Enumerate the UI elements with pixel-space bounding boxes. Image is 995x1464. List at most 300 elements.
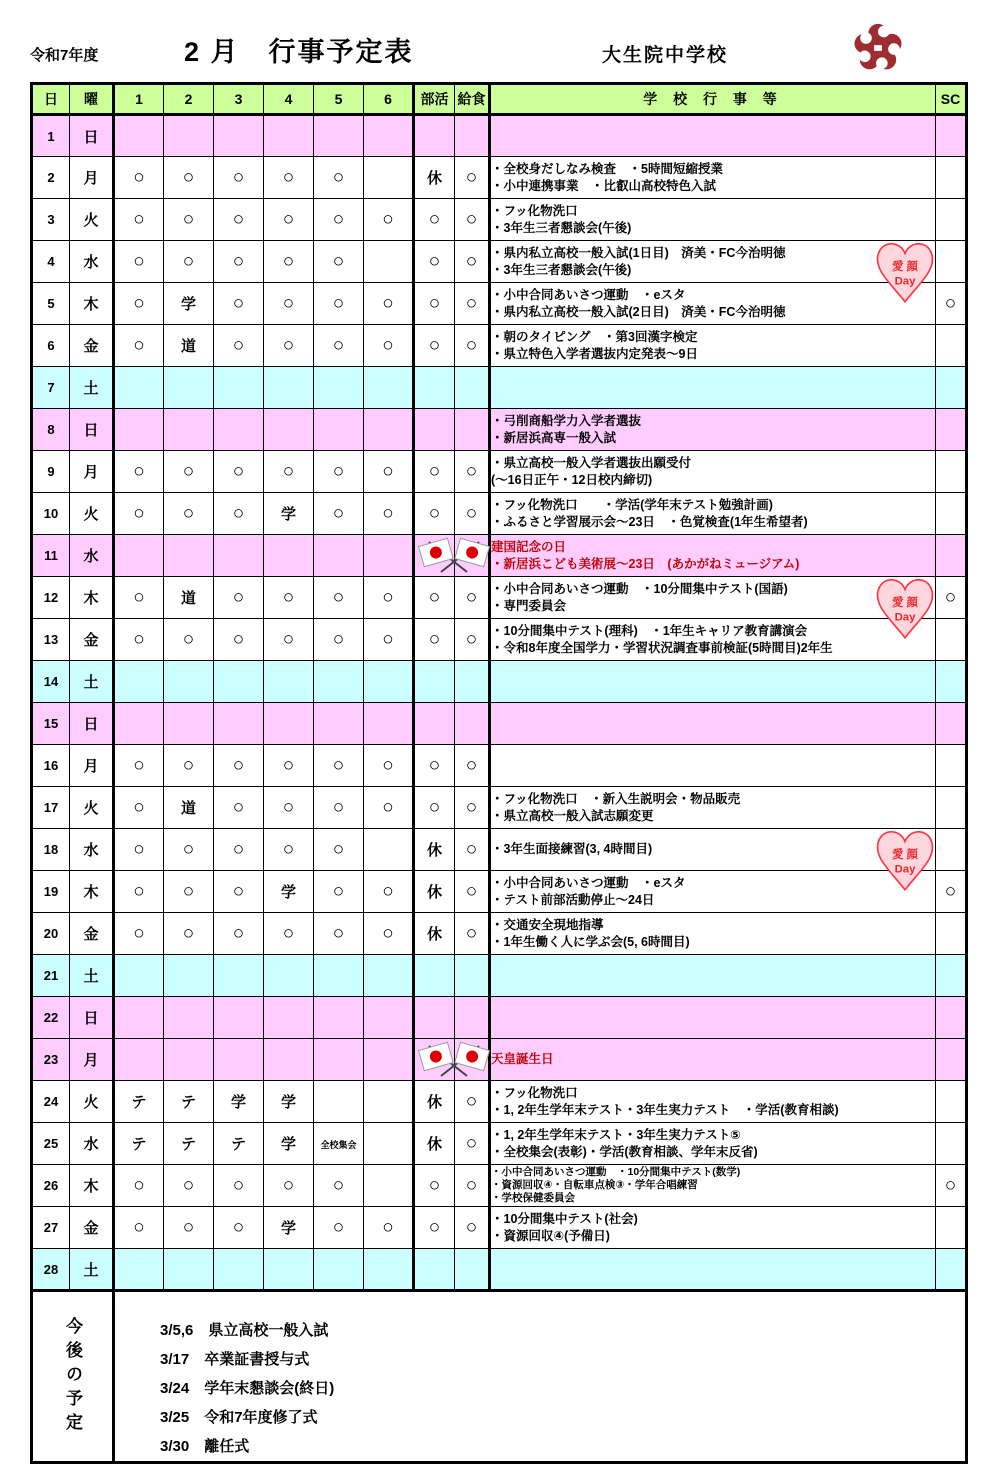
- day-number: 3: [32, 199, 70, 241]
- period-5-cell: [314, 997, 364, 1039]
- period-1-cell: [114, 367, 164, 409]
- period-3-cell: [214, 955, 264, 997]
- events-cell: [490, 367, 936, 409]
- period-6-cell: [364, 115, 414, 157]
- period-1-cell: [114, 997, 164, 1039]
- club-cell: [414, 1165, 455, 1207]
- period-6-cell: [364, 661, 414, 703]
- event-line: ・弓削商船学力入学者選抜: [491, 414, 642, 428]
- event-line: ・新居浜高専一般入試: [491, 430, 617, 445]
- circle-mark: ○: [182, 1216, 195, 1238]
- calendar-row-day-1: [32, 115, 967, 157]
- cell-mark: 学: [280, 1094, 296, 1111]
- svg-text:Day: Day: [894, 275, 916, 288]
- period-4-cell: [264, 661, 314, 703]
- period-6-cell: [364, 829, 414, 871]
- weekday-label: 木: [70, 871, 114, 913]
- events-cell: [490, 913, 936, 955]
- sc-cell: [936, 157, 967, 199]
- period-1-cell: [114, 703, 164, 745]
- circle-mark: ○: [465, 880, 478, 902]
- sc-cell: [936, 913, 967, 955]
- future-schedule-items: [115, 1292, 965, 1461]
- calendar-row-day-22: [32, 997, 967, 1039]
- event-line: ・3年生三者懇談会(午後): [491, 262, 632, 277]
- lunch-cell: [455, 1081, 490, 1123]
- day-number: 12: [32, 577, 70, 619]
- period-2-cell: [164, 1081, 214, 1123]
- club-cell: [414, 325, 455, 367]
- cell-mark: 休: [426, 1094, 442, 1111]
- circle-mark: ○: [133, 166, 145, 188]
- circle-mark: ○: [182, 754, 195, 776]
- svg-text:愛 顔: 愛 顔: [892, 848, 918, 861]
- period-5-cell: [314, 493, 364, 535]
- circle-mark: ○: [332, 880, 345, 902]
- club-cell: [414, 409, 455, 451]
- circle-mark: ○: [182, 880, 195, 902]
- calendar-row-day-25: [32, 1123, 967, 1165]
- club-cell: [414, 661, 455, 703]
- period-1-cell: [114, 745, 164, 787]
- club-cell: [414, 115, 455, 157]
- club-cell: [414, 1039, 455, 1081]
- period-6-cell: [364, 493, 414, 535]
- event-line: ・小中合同あいさつ運動 ・eスタ: [491, 876, 686, 890]
- event-line: ・テスト前部活動停止〜24日: [491, 892, 655, 907]
- cell-mark: 休: [426, 842, 442, 859]
- calendar-row-day-19: [32, 871, 967, 913]
- header-period-4: 4: [264, 84, 314, 115]
- events-cell: [490, 577, 936, 624]
- period-1-cell: [114, 829, 164, 871]
- events-cell: [490, 1165, 936, 1207]
- circle-mark: ○: [282, 1174, 295, 1196]
- circle-mark: ○: [428, 1216, 441, 1238]
- period-4-cell: [264, 199, 314, 241]
- circle-mark: ○: [182, 166, 195, 188]
- aigan-day-heart-badge: [873, 237, 937, 309]
- lunch-cell: [455, 1165, 490, 1207]
- events-cell: [490, 829, 936, 876]
- circle-mark: ○: [282, 250, 295, 272]
- circle-mark: ○: [282, 586, 295, 608]
- period-2-cell: [164, 199, 214, 241]
- future-schedule-row: [32, 1291, 967, 1463]
- circle-mark: ○: [282, 754, 295, 776]
- period-6-cell: [364, 1165, 414, 1207]
- circle-mark: ○: [382, 460, 394, 482]
- future-schedule-item: 3/17 卒業証書授与式: [160, 1351, 310, 1368]
- circle-mark: ○: [428, 250, 441, 272]
- circle-mark: ○: [332, 1216, 345, 1238]
- period-6-cell: [364, 1207, 414, 1249]
- day-number: 10: [32, 493, 70, 535]
- period-3-cell: [214, 619, 264, 661]
- school-logo-icon: [849, 19, 907, 77]
- event-line: ・朝のタイピング ・第3回漢字検定: [491, 330, 698, 344]
- day-number: 26: [32, 1165, 70, 1207]
- period-3-cell: [214, 577, 264, 619]
- period-5-cell: [314, 241, 364, 283]
- period-1-cell: [114, 157, 164, 199]
- circle-mark: ○: [232, 460, 245, 482]
- crossed-flags-icon: [416, 1041, 492, 1079]
- header-lunch: 給食: [455, 84, 490, 115]
- weekday-label: 日: [70, 997, 114, 1039]
- event-line: ・県立高校一般入試志願変更: [491, 808, 654, 823]
- calendar-row-day-23: [32, 1039, 967, 1081]
- day-number: 1: [32, 115, 70, 157]
- circle-mark: ○: [944, 292, 957, 314]
- period-6-cell: [364, 745, 414, 787]
- circle-mark: ○: [428, 460, 441, 482]
- day-number: 11: [32, 535, 70, 577]
- event-line: ・令和8年度全国学力・学習状況調査事前検証(5時間目)2年生: [491, 640, 833, 655]
- lunch-cell: [455, 703, 490, 745]
- circle-mark: ○: [133, 922, 145, 944]
- period-5-cell: [314, 619, 364, 661]
- day-number: 7: [32, 367, 70, 409]
- club-cell: [414, 745, 455, 787]
- event-line: ・県内私立高校一般入試(2日目) 済美・FC今治明徳: [491, 304, 786, 319]
- club-cell: [414, 1249, 455, 1291]
- lunch-cell: [455, 829, 490, 871]
- period-5-cell: [314, 955, 364, 997]
- period-3-cell: [214, 997, 264, 1039]
- period-2-cell: [164, 241, 214, 283]
- cell-mark: 学: [180, 296, 196, 313]
- circle-mark: ○: [465, 460, 478, 482]
- circle-mark: ○: [182, 1174, 195, 1196]
- events-cell: [490, 1249, 936, 1291]
- day-number: 21: [32, 955, 70, 997]
- period-3-cell: [214, 703, 264, 745]
- period-2-cell: [164, 283, 214, 325]
- period-1-cell: [114, 1249, 164, 1291]
- events-cell: [490, 955, 936, 997]
- circle-mark: ○: [232, 922, 245, 944]
- period-6-cell: [364, 913, 414, 955]
- cell-mark: 道: [180, 590, 196, 607]
- period-4-cell: [264, 1039, 314, 1081]
- event-line: ・全校集会(表彰)・学活(教育相談、学年末反省): [491, 1144, 758, 1159]
- lunch-cell: [455, 451, 490, 493]
- weekday-label: 金: [70, 913, 114, 955]
- day-number: 18: [32, 829, 70, 871]
- period-3-cell: [214, 283, 264, 325]
- circle-mark: ○: [465, 208, 478, 230]
- period-4-cell: [264, 493, 314, 535]
- calendar-row-day-7: [32, 367, 967, 409]
- period-4-cell: [264, 703, 314, 745]
- circle-mark: ○: [465, 586, 478, 608]
- weekday-label: 土: [70, 1249, 114, 1291]
- circle-mark: ○: [282, 292, 295, 314]
- period-3-cell: [214, 661, 264, 703]
- period-2-cell: [164, 619, 214, 661]
- sc-cell: [936, 871, 967, 913]
- period-4-cell: [264, 1081, 314, 1123]
- calendar-row-day-6: [32, 325, 967, 367]
- circle-mark: ○: [428, 796, 441, 818]
- period-4-cell: [264, 913, 314, 955]
- circle-mark: ○: [133, 250, 145, 272]
- period-5-cell: [314, 283, 364, 325]
- event-line: ・新居浜こども美術展〜23日 (あかがねミュージアム): [491, 556, 800, 571]
- period-2-cell: [164, 913, 214, 955]
- period-4-cell: [264, 283, 314, 325]
- header-events: 学 校 行 事 等: [490, 84, 936, 115]
- period-6-cell: [364, 1123, 414, 1165]
- period-6-cell: [364, 997, 414, 1039]
- period-5-cell: [314, 1123, 364, 1165]
- period-3-cell: [214, 1165, 264, 1207]
- circle-mark: ○: [332, 460, 345, 482]
- period-4-cell: [264, 367, 314, 409]
- circle-mark: ○: [465, 838, 478, 860]
- period-6-cell: [364, 1039, 414, 1081]
- period-6-cell: [364, 451, 414, 493]
- event-line: ・専門委員会: [491, 598, 567, 613]
- period-5-cell: [314, 871, 364, 913]
- sc-cell: [936, 577, 967, 619]
- calendar-row-day-20: [32, 913, 967, 955]
- header-sc: SC: [936, 84, 967, 115]
- header-club: 部活: [414, 84, 455, 115]
- cell-mark: 学: [280, 506, 296, 523]
- period-2-cell: [164, 997, 214, 1039]
- circle-mark: ○: [465, 796, 478, 818]
- circle-mark: ○: [465, 1132, 478, 1154]
- day-number: 22: [32, 997, 70, 1039]
- club-cell: [414, 283, 455, 325]
- circle-mark: ○: [382, 292, 394, 314]
- sc-cell: [936, 535, 967, 577]
- day-number: 8: [32, 409, 70, 451]
- sc-cell: [936, 703, 967, 745]
- circle-mark: ○: [282, 796, 295, 818]
- circle-mark: ○: [465, 628, 478, 650]
- circle-mark: ○: [332, 334, 345, 356]
- period-5-cell: [314, 661, 364, 703]
- header-weekday: 曜: [70, 84, 114, 115]
- svg-text:Day: Day: [894, 863, 916, 876]
- circle-mark: ○: [232, 796, 245, 818]
- event-line: ・3年生面接練習(3, 4時間目): [491, 842, 653, 857]
- sc-cell: [936, 1165, 967, 1207]
- day-number: 2: [32, 157, 70, 199]
- club-cell: [414, 619, 455, 661]
- sc-cell: [936, 997, 967, 1039]
- period-2-cell: [164, 1039, 214, 1081]
- circle-mark: ○: [428, 586, 441, 608]
- period-1-cell: [114, 241, 164, 283]
- sc-cell: [936, 955, 967, 997]
- sc-cell: [936, 241, 967, 283]
- weekday-label: 日: [70, 703, 114, 745]
- header-period-1: 1: [114, 84, 164, 115]
- period-4-cell: [264, 1249, 314, 1291]
- period-3-cell: [214, 1123, 264, 1165]
- lunch-cell: [455, 115, 490, 157]
- club-cell: [414, 787, 455, 829]
- sc-cell: [936, 199, 967, 241]
- event-line: ・フッ化物洗口 ・新入生説明会・物品販売: [491, 792, 741, 806]
- period-5-cell: [314, 451, 364, 493]
- period-2-cell: [164, 409, 214, 451]
- period-3-cell: [214, 1039, 264, 1081]
- circle-mark: ○: [133, 1216, 145, 1238]
- crossed-flags-icon: [416, 537, 492, 575]
- circle-mark: ○: [382, 334, 394, 356]
- cell-mark: 休: [426, 170, 442, 187]
- day-number: 28: [32, 1249, 70, 1291]
- circle-mark: ○: [232, 1174, 245, 1196]
- period-4-cell: [264, 1165, 314, 1207]
- period-4-cell: [264, 997, 314, 1039]
- club-cell: [414, 199, 455, 241]
- circle-mark: ○: [182, 502, 195, 524]
- day-number: 25: [32, 1123, 70, 1165]
- events-cell: [490, 199, 936, 241]
- circle-mark: ○: [428, 754, 441, 776]
- period-6-cell: [364, 787, 414, 829]
- events-cell: [490, 1123, 936, 1165]
- circle-mark: ○: [182, 208, 195, 230]
- events-cell: [490, 745, 936, 787]
- period-6-cell: [364, 535, 414, 577]
- circle-mark: ○: [182, 250, 195, 272]
- period-4-cell: [264, 577, 314, 619]
- sc-cell: [936, 787, 967, 829]
- cell-mark: テ: [131, 1136, 147, 1153]
- weekday-label: 火: [70, 787, 114, 829]
- sc-cell: [936, 1207, 967, 1249]
- weekday-label: 月: [70, 157, 114, 199]
- club-cell: [414, 493, 455, 535]
- period-3-cell: [214, 829, 264, 871]
- period-2-cell: [164, 829, 214, 871]
- weekday-label: 月: [70, 745, 114, 787]
- circle-mark: ○: [465, 754, 478, 776]
- calendar-row-day-10: [32, 493, 967, 535]
- circle-mark: ○: [332, 208, 345, 230]
- period-1-cell: [114, 1207, 164, 1249]
- circle-mark: ○: [382, 208, 394, 230]
- period-6-cell: [364, 619, 414, 661]
- circle-mark: ○: [465, 292, 478, 314]
- future-schedule-item: 3/30 離任式: [160, 1438, 250, 1455]
- svg-text:愛 顔: 愛 顔: [892, 260, 918, 273]
- circle-mark: ○: [232, 166, 245, 188]
- aigan-day-heart-badge: [873, 825, 937, 897]
- calendar-row-day-4: [32, 241, 967, 283]
- sc-cell: [936, 1081, 967, 1123]
- calendar-row-day-13: [32, 619, 967, 661]
- period-3-cell: [214, 157, 264, 199]
- weekday-label: 金: [70, 325, 114, 367]
- club-cell: [414, 703, 455, 745]
- period-4-cell: [264, 451, 314, 493]
- period-2-cell: [164, 577, 214, 619]
- period-4-cell: [264, 325, 314, 367]
- lunch-cell: [455, 157, 490, 199]
- circle-mark: ○: [332, 1174, 345, 1196]
- cell-mark: テ: [180, 1136, 196, 1153]
- circle-mark: ○: [332, 292, 345, 314]
- period-3-cell: [214, 409, 264, 451]
- period-6-cell: [364, 871, 414, 913]
- period-3-cell: [214, 241, 264, 283]
- circle-mark: ○: [133, 838, 145, 860]
- circle-mark: ○: [944, 1174, 957, 1196]
- calendar-row-day-12: [32, 577, 967, 619]
- sc-cell: [936, 283, 967, 325]
- circle-mark: ○: [382, 502, 394, 524]
- calendar-row-day-16: [32, 745, 967, 787]
- period-5-cell: [314, 535, 364, 577]
- period-1-cell: [114, 451, 164, 493]
- future-schedule-label: 今後の予定: [63, 1316, 82, 1437]
- sc-cell: [936, 367, 967, 409]
- event-line: (〜16日正午・12日校内締切): [491, 472, 653, 487]
- page-title: 2 月 行事予定表: [184, 37, 414, 67]
- club-cell: [414, 913, 455, 955]
- circle-mark: ○: [428, 292, 441, 314]
- circle-mark: ○: [232, 292, 245, 314]
- period-5-cell: [314, 157, 364, 199]
- period-3-cell: [214, 367, 264, 409]
- header-day: 日: [32, 84, 70, 115]
- day-number: 19: [32, 871, 70, 913]
- calendar-row-day-27: [32, 1207, 967, 1249]
- period-2-cell: [164, 367, 214, 409]
- event-line: ・1, 2年生学年末テスト・3年生実力テスト ・学活(教育相談): [491, 1102, 839, 1117]
- sc-cell: [936, 325, 967, 367]
- header-period-5: 5: [314, 84, 364, 115]
- cell-mark: 全校集会: [320, 1139, 357, 1150]
- table-header-row: [32, 84, 967, 115]
- calendar-row-day-18: [32, 829, 967, 871]
- circle-mark: ○: [382, 628, 394, 650]
- day-number: 5: [32, 283, 70, 325]
- period-3-cell: [214, 745, 264, 787]
- circle-mark: ○: [232, 1216, 245, 1238]
- lunch-cell: [455, 661, 490, 703]
- weekday-label: 水: [70, 535, 114, 577]
- circle-mark: ○: [465, 334, 478, 356]
- event-line: ・県立高校一般入学者選抜出願受付: [491, 456, 692, 470]
- event-line: ・交通安全現地指導: [491, 918, 604, 932]
- period-3-cell: [214, 451, 264, 493]
- sc-cell: [936, 619, 967, 661]
- event-line: ・資源回収④(予備日): [491, 1228, 610, 1243]
- period-2-cell: [164, 451, 214, 493]
- cell-mark: 道: [180, 800, 196, 817]
- weekday-label: 土: [70, 955, 114, 997]
- period-2-cell: [164, 325, 214, 367]
- circle-mark: ○: [332, 838, 345, 860]
- period-1-cell: [114, 1165, 164, 1207]
- events-cell: [490, 997, 936, 1039]
- period-5-cell: [314, 367, 364, 409]
- period-3-cell: [214, 535, 264, 577]
- period-1-cell: [114, 787, 164, 829]
- weekday-label: 火: [70, 199, 114, 241]
- period-2-cell: [164, 1123, 214, 1165]
- calendar-row-day-21: [32, 955, 967, 997]
